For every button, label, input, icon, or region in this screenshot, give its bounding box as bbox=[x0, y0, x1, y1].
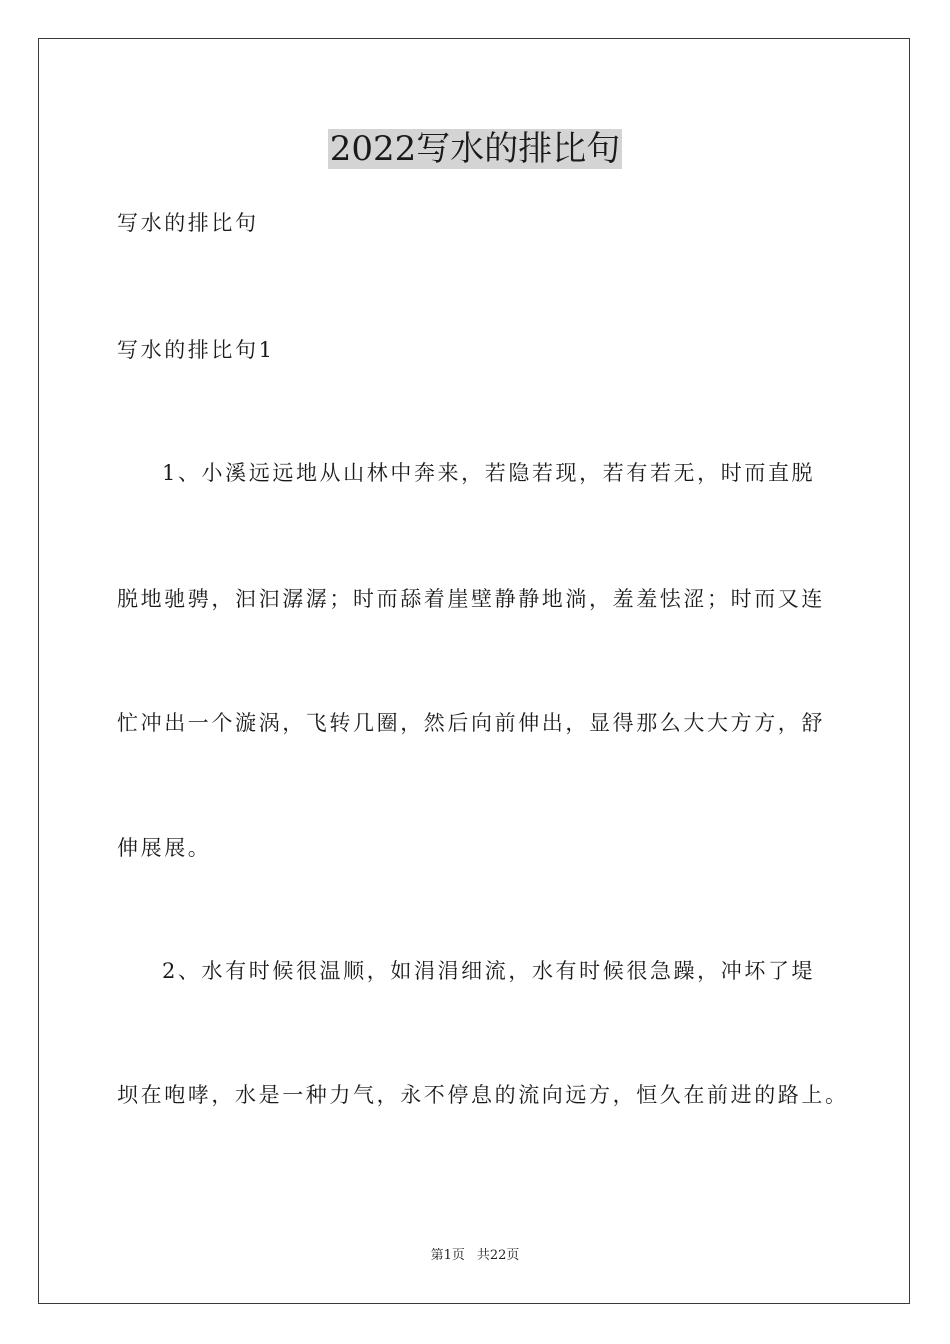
document-title-text: 2022写水的排比句 bbox=[329, 129, 621, 169]
page-footer bbox=[0, 1247, 950, 1265]
paragraph-line: 忙冲出一个漩涡，飞转几圈，然后向前伸出，显得那么大大方方，舒 bbox=[117, 711, 825, 735]
document-subtitle: 写水的排比句 bbox=[117, 211, 259, 235]
paragraph-line: 1、小溪远远地从山林中奔来，若隐若现，若有若无，时而直脱 bbox=[162, 461, 816, 485]
page-number: 第1页 bbox=[430, 1248, 465, 1263]
paragraph-line: 脱地驰骋，汩汩潺潺；时而舔着崖壁静静地淌，羞羞怯涩；时而又连 bbox=[117, 587, 825, 611]
page-total: 共22页 bbox=[476, 1248, 520, 1263]
document-title bbox=[0, 126, 950, 172]
section-heading: 写水的排比句1 bbox=[117, 338, 275, 362]
paragraph-line: 2、水有时候很温顺，如涓涓细流，水有时候很急躁，冲坏了堤 bbox=[162, 959, 816, 983]
paragraph-line: 坝在咆哮，水是一种力气，永不停息的流向远方，恒久在前进的路上。 bbox=[117, 1083, 849, 1107]
paragraph-line: 伸展展。 bbox=[117, 836, 212, 860]
